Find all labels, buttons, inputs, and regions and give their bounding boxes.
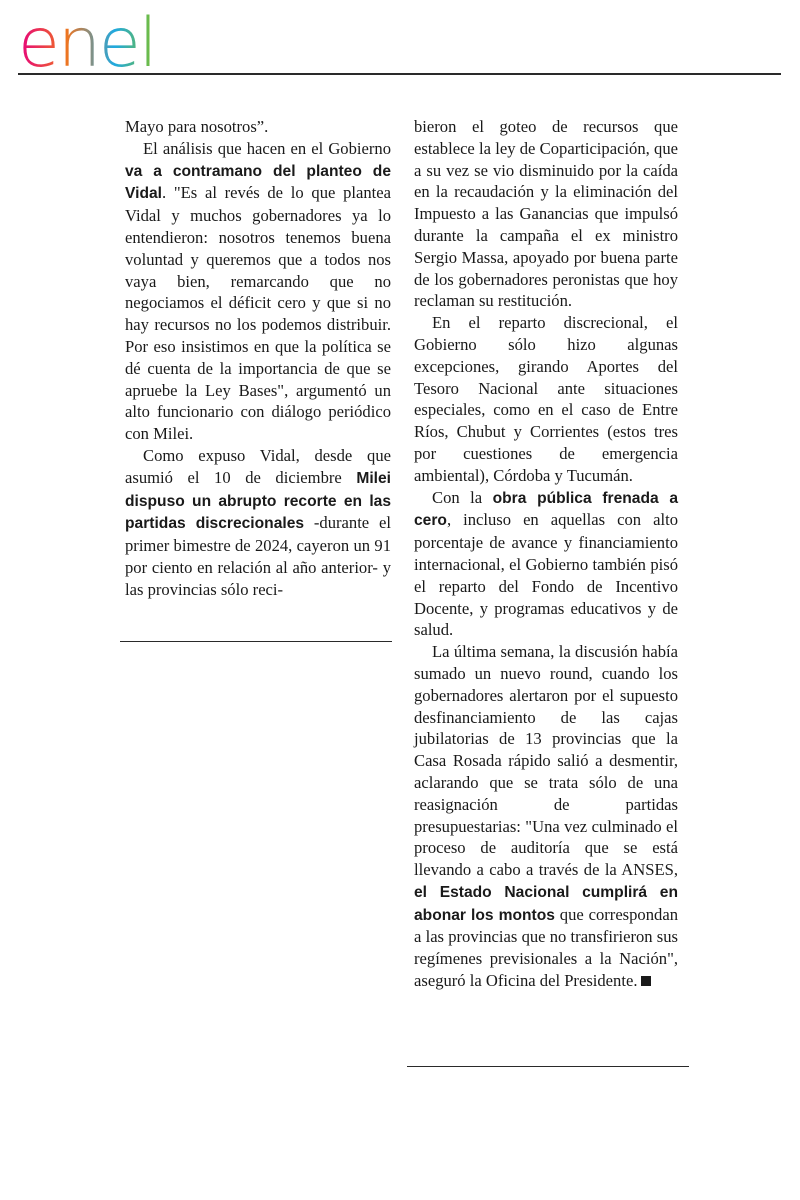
brand-wordmark: enel bbox=[18, 4, 156, 72]
bold-highlight: obra pública frenada a cero bbox=[414, 489, 678, 530]
column-left-end-rule bbox=[120, 641, 392, 642]
paragraph-text: Mayo para nosotros”. bbox=[125, 117, 269, 136]
article-paragraph bbox=[414, 312, 678, 486]
article-column-left bbox=[125, 116, 391, 601]
article-paragraph bbox=[125, 445, 391, 601]
bold-highlight: va a contramano del planteo de Vidal bbox=[125, 162, 391, 203]
article-paragraph bbox=[414, 116, 678, 312]
bold-highlight: el Estado Nacional cumplirá en abonar los montos bbox=[414, 883, 678, 924]
enel-logo bbox=[18, 4, 198, 72]
header-divider bbox=[18, 73, 781, 75]
paragraph-text: -durante el primer bimestre de 2024, cayeron un 91 por ciento en relación al año anterior- y las provincias sólo reci- bbox=[125, 513, 391, 599]
paragraph-text: En el reparto discrecional, el Gobierno sólo hizo algunas excepciones, girando Aportes del Tesoro Nacional ante situaciones especiales, como en el caso de Entre Ríos, Chubut y Corrientes (estos tres por cuestiones de emergencia ambiental), Córdoba y Tucumán. bbox=[414, 313, 678, 485]
paragraph-text: El análisis que hacen en el Gobierno bbox=[143, 138, 391, 158]
article-paragraph bbox=[414, 641, 678, 992]
paragraph-text: Como expuso Vidal, desde que asumió el 10 de diciembre bbox=[125, 445, 391, 487]
paragraph-text: bieron el goteo de recursos que establece la ley de Coparticipación, que a su vez se vio disminuido por la caída en la recaudación y la eliminación del Impuesto a las Ganancias que impulsó durante la campaña el ex ministro Sergio Massa, apoyado por buena parte de los gobernadores peronistas que hoy reclaman su restitución. bbox=[414, 117, 678, 311]
paragraph-text: . "Es al revés de lo que plantea Vidal y muchos gobernadores ya lo entendieron: nosotros tenemos buena voluntad y queremos que a todos nos vaya bien, remarcando que no negociamos el déficit cero y que si no hay recursos no los podemos distribuir. Por eso insistimos en que la política se dé cuenta de la importancia de que se apruebe la Ley Bases", argumentó un alto funcionario con diálogo periódico con Milei. bbox=[125, 183, 391, 444]
column-right-end-rule bbox=[407, 1066, 689, 1067]
article-column-right bbox=[414, 116, 678, 992]
article-paragraph bbox=[125, 116, 391, 138]
paragraph-text: que correspondan a las provincias que no transfirieron sus regímenes previsionales a la Nación", aseguró la Oficina del Presidente. bbox=[414, 904, 678, 991]
article-paragraph bbox=[414, 487, 678, 642]
paragraph-text: Con la bbox=[432, 487, 493, 507]
bold-highlight: Milei dispuso un abrupto recorte en las partidas discrecionales bbox=[125, 469, 391, 533]
article-paragraph bbox=[125, 138, 391, 445]
paragraph-text: La última semana, la discusión había sumado un nuevo round, cuando los gobernadores alertaron por el supuesto desfinanciamiento de las cajas jubilatorias de 13 provincias que la Casa Rosada rápido salió a desmentir, aclarando que se trata sólo de una reasignación de partidas presupuestarias: "Una vez culminado el proceso de auditoría que se está llevando a cabo a través de la ANSES, bbox=[414, 642, 678, 880]
paragraph-text: , incluso en aquellas con alto porcentaje de avance y financiamiento internacional, el Gobierno también pisó el reparto del Fondo de Incentivo Docente, y programas educativos y de salud. bbox=[414, 510, 678, 640]
end-of-article-mark bbox=[641, 976, 651, 986]
